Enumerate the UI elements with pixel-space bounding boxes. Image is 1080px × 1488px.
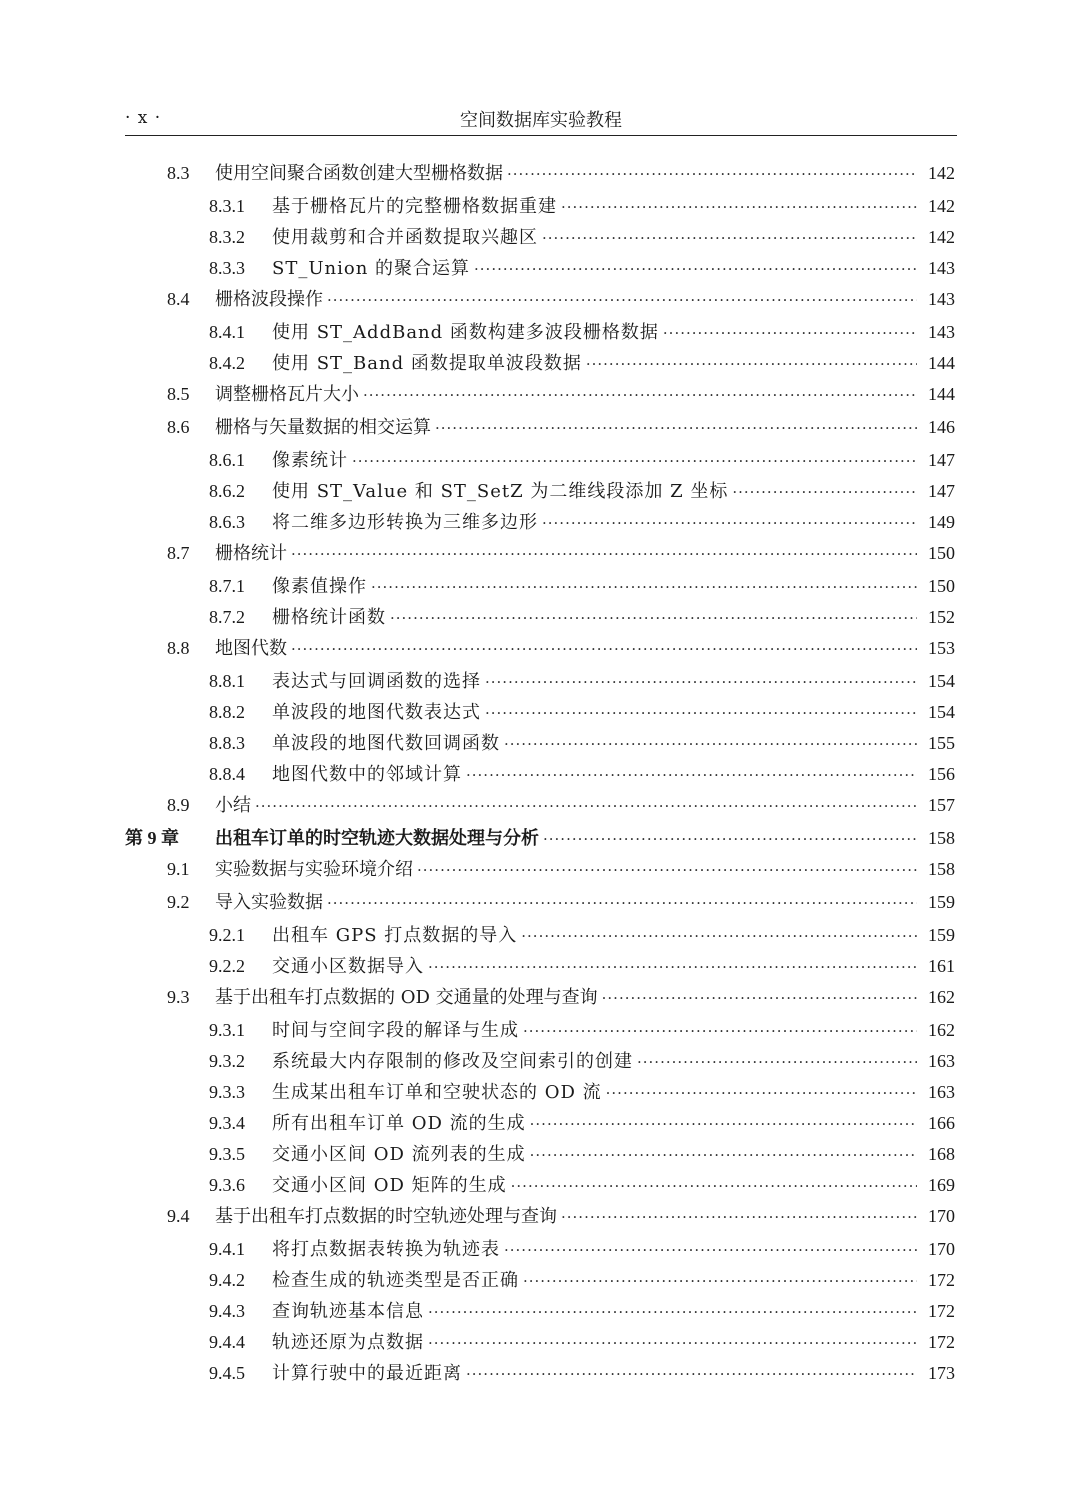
toc-subsection-entry — [125, 223, 955, 254]
toc-subsection-entry — [125, 1297, 955, 1328]
toc-entry-title: 生成某出租车订单和空驶状态的 OD 流 — [272, 1082, 602, 1103]
toc-entry-number: 8.8.2 — [209, 702, 245, 722]
toc-entry-title: 栅格统计 — [215, 543, 287, 564]
toc-entry-page-number: 172 — [928, 1332, 955, 1352]
toc-entry-number: 9.4.5 — [209, 1363, 245, 1383]
dot-leader — [371, 578, 917, 596]
toc-entry-title: 系统最大内存限制的修改及空间索引的创建 — [272, 1051, 633, 1072]
toc-entry-number: 9.3.2 — [209, 1051, 245, 1071]
toc-entry-number: 9.2 — [167, 892, 190, 912]
toc-subsection-entry — [125, 572, 955, 603]
toc-subsection-entry — [125, 1016, 955, 1047]
toc-entry-number: 8.3.1 — [209, 196, 245, 216]
toc-entry-number: 8.6 — [167, 417, 190, 437]
toc-entry-number: 8.3.3 — [209, 258, 245, 278]
toc-entry-number: 8.6.3 — [209, 512, 245, 532]
dot-leader — [291, 640, 917, 658]
toc-entry-title: 基于栅格瓦片的完整栅格数据重建 — [272, 196, 557, 217]
toc-entry-number: 8.4.2 — [209, 353, 245, 373]
toc-entry-page-number: 150 — [928, 576, 955, 596]
toc-subsection-entry — [125, 192, 955, 223]
toc-subsection-entry — [125, 446, 955, 477]
table-of-contents — [125, 159, 955, 1390]
dot-leader — [363, 386, 917, 404]
dot-leader — [530, 1115, 917, 1133]
toc-entry-number: 9.3.3 — [209, 1082, 245, 1102]
toc-entry-page-number: 159 — [928, 925, 955, 945]
toc-section-entry — [125, 791, 955, 824]
toc-entry-page-number: 155 — [928, 733, 955, 753]
toc-section-entry — [125, 1202, 955, 1235]
toc-entry-title: 交通小区间 OD 流列表的生成 — [272, 1144, 526, 1165]
toc-entry-page-number: 147 — [928, 450, 955, 470]
toc-entry-page-number: 168 — [928, 1144, 955, 1164]
toc-entry-title: 基于出租车打点数据的时空轨迹处理与查询 — [215, 1206, 557, 1227]
toc-entry-number: 8.4.1 — [209, 322, 245, 342]
dot-leader — [352, 452, 917, 470]
dot-leader — [521, 927, 917, 945]
dot-leader — [466, 766, 917, 784]
dot-leader — [428, 1303, 917, 1321]
dot-leader — [507, 165, 917, 183]
toc-subsection-entry — [125, 1235, 955, 1266]
dot-leader — [485, 704, 917, 722]
page-folio: · x · — [125, 108, 162, 128]
dot-leader — [523, 1022, 917, 1040]
toc-subsection-entry — [125, 698, 955, 729]
toc-section-entry — [125, 855, 955, 888]
toc-entry-title: 所有出租车订单 OD 流的生成 — [272, 1113, 526, 1134]
toc-entry-number: 9.3.1 — [209, 1020, 245, 1040]
toc-subsection-entry — [125, 318, 955, 349]
toc-entry-number: 8.5 — [167, 384, 190, 404]
toc-entry-number: 8.3 — [167, 163, 190, 183]
toc-entry-number: 9.4.1 — [209, 1239, 245, 1259]
toc-entry-page-number: 163 — [928, 1082, 955, 1102]
toc-section-entry — [125, 159, 955, 192]
toc-entry-title: 计算行驶中的最近距离 — [272, 1363, 462, 1384]
toc-entry-number: 9.1 — [167, 859, 190, 879]
toc-section-entry — [125, 983, 955, 1016]
toc-entry-title: 表达式与回调函数的选择 — [272, 671, 481, 692]
toc-entry-page-number: 142 — [928, 196, 955, 216]
dot-leader — [466, 1365, 917, 1383]
toc-entry-title: 像素值操作 — [272, 576, 367, 597]
dot-leader — [543, 830, 917, 848]
toc-entry-number: 8.3.2 — [209, 227, 245, 247]
toc-entry-title: 查询轨迹基本信息 — [272, 1301, 424, 1322]
toc-subsection-entry — [125, 1328, 955, 1359]
toc-entry-page-number: 166 — [928, 1113, 955, 1133]
toc-entry-title: 小结 — [215, 795, 251, 816]
toc-section-entry — [125, 285, 955, 318]
toc-subsection-entry — [125, 952, 955, 983]
dot-leader — [530, 1146, 917, 1164]
toc-entry-page-number: 147 — [928, 481, 955, 501]
toc-entry-number: 8.9 — [167, 795, 190, 815]
toc-entry-title: 栅格与矢量数据的相交运算 — [215, 417, 431, 438]
toc-entry-number: 9.3.5 — [209, 1144, 245, 1164]
toc-entry-page-number: 154 — [928, 671, 955, 691]
dot-leader — [586, 355, 917, 373]
dot-leader — [255, 797, 917, 815]
toc-entry-title: 实验数据与实验环境介绍 — [215, 859, 413, 880]
toc-entry-title: 使用空间聚合函数创建大型栅格数据 — [215, 163, 503, 184]
toc-entry-page-number: 158 — [928, 828, 955, 848]
toc-entry-page-number: 159 — [928, 892, 955, 912]
toc-entry-page-number: 169 — [928, 1175, 955, 1195]
toc-entry-number: 8.8.4 — [209, 764, 245, 784]
toc-entry-title: 单波段的地图代数表达式 — [272, 702, 481, 723]
dot-leader — [428, 958, 917, 976]
toc-entry-page-number: 143 — [928, 322, 955, 342]
toc-entry-page-number: 142 — [928, 163, 955, 183]
toc-entry-number: 8.4 — [167, 289, 190, 309]
toc-entry-title: 交通小区间 OD 矩阵的生成 — [272, 1175, 507, 1196]
dot-leader — [474, 260, 917, 278]
toc-entry-title: 将打点数据表转换为轨迹表 — [272, 1239, 500, 1260]
toc-entry-page-number: 144 — [928, 384, 955, 404]
toc-entry-page-number: 143 — [928, 289, 955, 309]
toc-entry-page-number: 157 — [928, 795, 955, 815]
toc-entry-title: ST_Union 的聚合运算 — [272, 258, 471, 279]
page-header — [125, 104, 957, 134]
toc-subsection-entry — [125, 1047, 955, 1078]
toc-section-entry — [125, 539, 955, 572]
toc-entry-number: 8.7 — [167, 543, 190, 563]
header-rule — [125, 135, 957, 136]
toc-entry-title: 使用 ST_Band 函数提取单波段数据 — [272, 353, 582, 374]
toc-entry-page-number: 163 — [928, 1051, 955, 1071]
dot-leader — [663, 324, 917, 342]
toc-entry-page-number: 158 — [928, 859, 955, 879]
dot-leader — [435, 419, 917, 437]
toc-entry-page-number: 146 — [928, 417, 955, 437]
dot-leader — [542, 514, 917, 532]
toc-entry-number: 8.7.2 — [209, 607, 245, 627]
toc-entry-title: 栅格波段操作 — [215, 289, 323, 310]
toc-entry-title: 地图代数中的邻域计算 — [272, 764, 462, 785]
toc-subsection-entry — [125, 1078, 955, 1109]
toc-subsection-entry — [125, 921, 955, 952]
toc-section-entry — [125, 380, 955, 413]
toc-entry-number: 第 9 章 — [125, 828, 179, 848]
dot-leader — [606, 1084, 917, 1102]
dot-leader — [504, 1241, 917, 1259]
toc-entry-title: 地图代数 — [215, 638, 287, 659]
toc-entry-number: 9.2.1 — [209, 925, 245, 945]
toc-section-entry — [125, 888, 955, 921]
toc-entry-page-number: 172 — [928, 1301, 955, 1321]
toc-entry-title: 使用 ST_Value 和 ST_SetZ 为二维线段添加 Z 坐标 — [272, 481, 729, 502]
toc-subsection-entry — [125, 667, 955, 698]
toc-entry-page-number: 162 — [928, 987, 955, 1007]
toc-subsection-entry — [125, 760, 955, 791]
toc-entry-number: 9.4.2 — [209, 1270, 245, 1290]
toc-entry-number: 8.6.1 — [209, 450, 245, 470]
toc-entry-page-number: 149 — [928, 512, 955, 532]
dot-leader — [390, 609, 917, 627]
toc-entry-title: 导入实验数据 — [215, 892, 323, 913]
dot-leader — [602, 989, 917, 1007]
toc-subsection-entry — [125, 477, 955, 508]
toc-section-entry — [125, 413, 955, 446]
toc-entry-number: 9.2.2 — [209, 956, 245, 976]
dot-leader — [637, 1053, 917, 1071]
toc-subsection-entry — [125, 1171, 955, 1202]
toc-entry-title: 基于出租车打点数据的 OD 交通量的处理与查询 — [215, 987, 598, 1008]
toc-entry-title: 时间与空间字段的解译与生成 — [272, 1020, 519, 1041]
toc-subsection-entry — [125, 1359, 955, 1390]
toc-entry-page-number: 153 — [928, 638, 955, 658]
toc-subsection-entry — [125, 1109, 955, 1140]
toc-entry-page-number: 144 — [928, 353, 955, 373]
toc-entry-page-number: 143 — [928, 258, 955, 278]
toc-entry-title: 像素统计 — [272, 450, 348, 471]
dot-leader — [417, 861, 917, 879]
toc-entry-title: 单波段的地图代数回调函数 — [272, 733, 500, 754]
toc-entry-page-number: 162 — [928, 1020, 955, 1040]
toc-section-entry — [125, 634, 955, 667]
toc-entry-number: 8.7.1 — [209, 576, 245, 596]
dot-leader — [511, 1177, 917, 1195]
dot-leader — [327, 291, 917, 309]
toc-entry-title: 将二维多边形转换为三维多边形 — [272, 512, 538, 533]
running-title: 空间数据库实验教程 — [460, 110, 622, 131]
toc-entry-number: 8.6.2 — [209, 481, 245, 501]
toc-entry-number: 9.3.6 — [209, 1175, 245, 1195]
toc-chapter-entry — [125, 824, 955, 855]
dot-leader — [291, 545, 917, 563]
toc-entry-title: 检查生成的轨迹类型是否正确 — [272, 1270, 519, 1291]
toc-subsection-entry — [125, 603, 955, 634]
toc-entry-page-number: 172 — [928, 1270, 955, 1290]
toc-entry-title: 出租车订单的时空轨迹大数据处理与分析 — [215, 828, 539, 849]
dot-leader — [542, 229, 917, 247]
toc-subsection-entry — [125, 1140, 955, 1171]
dot-leader — [485, 673, 917, 691]
toc-entry-title: 轨迹还原为点数据 — [272, 1332, 424, 1353]
toc-subsection-entry — [125, 1266, 955, 1297]
toc-entry-page-number: 142 — [928, 227, 955, 247]
dot-leader — [428, 1334, 917, 1352]
dot-leader — [561, 198, 917, 216]
toc-entry-page-number: 156 — [928, 764, 955, 784]
toc-entry-page-number: 161 — [928, 956, 955, 976]
toc-entry-number: 8.8 — [167, 638, 190, 658]
dot-leader — [732, 483, 917, 501]
toc-entry-title: 调整栅格瓦片大小 — [215, 384, 359, 405]
toc-entry-title: 栅格统计函数 — [272, 607, 386, 628]
toc-entry-page-number: 150 — [928, 543, 955, 563]
toc-entry-page-number: 170 — [928, 1206, 955, 1226]
toc-entry-number: 9.4 — [167, 1206, 190, 1226]
toc-subsection-entry — [125, 254, 955, 285]
toc-entry-number: 8.8.1 — [209, 671, 245, 691]
toc-entry-number: 9.3 — [167, 987, 190, 1007]
toc-entry-title: 出租车 GPS 打点数据的导入 — [272, 925, 518, 946]
toc-entry-number: 9.4.4 — [209, 1332, 245, 1352]
toc-entry-title: 交通小区数据导入 — [272, 956, 424, 977]
toc-entry-title: 使用 ST_AddBand 函数构建多波段栅格数据 — [272, 322, 659, 343]
toc-entry-number: 9.3.4 — [209, 1113, 245, 1133]
toc-subsection-entry — [125, 349, 955, 380]
dot-leader — [327, 894, 917, 912]
toc-entry-page-number: 170 — [928, 1239, 955, 1259]
toc-subsection-entry — [125, 508, 955, 539]
toc-entry-number: 9.4.3 — [209, 1301, 245, 1321]
toc-entry-page-number: 173 — [928, 1363, 955, 1383]
toc-entry-title: 使用裁剪和合并函数提取兴趣区 — [272, 227, 538, 248]
dot-leader — [504, 735, 917, 753]
toc-entry-page-number: 154 — [928, 702, 955, 722]
toc-entry-number: 8.8.3 — [209, 733, 245, 753]
dot-leader — [523, 1272, 917, 1290]
toc-subsection-entry — [125, 729, 955, 760]
dot-leader — [561, 1208, 917, 1226]
toc-entry-page-number: 152 — [928, 607, 955, 627]
